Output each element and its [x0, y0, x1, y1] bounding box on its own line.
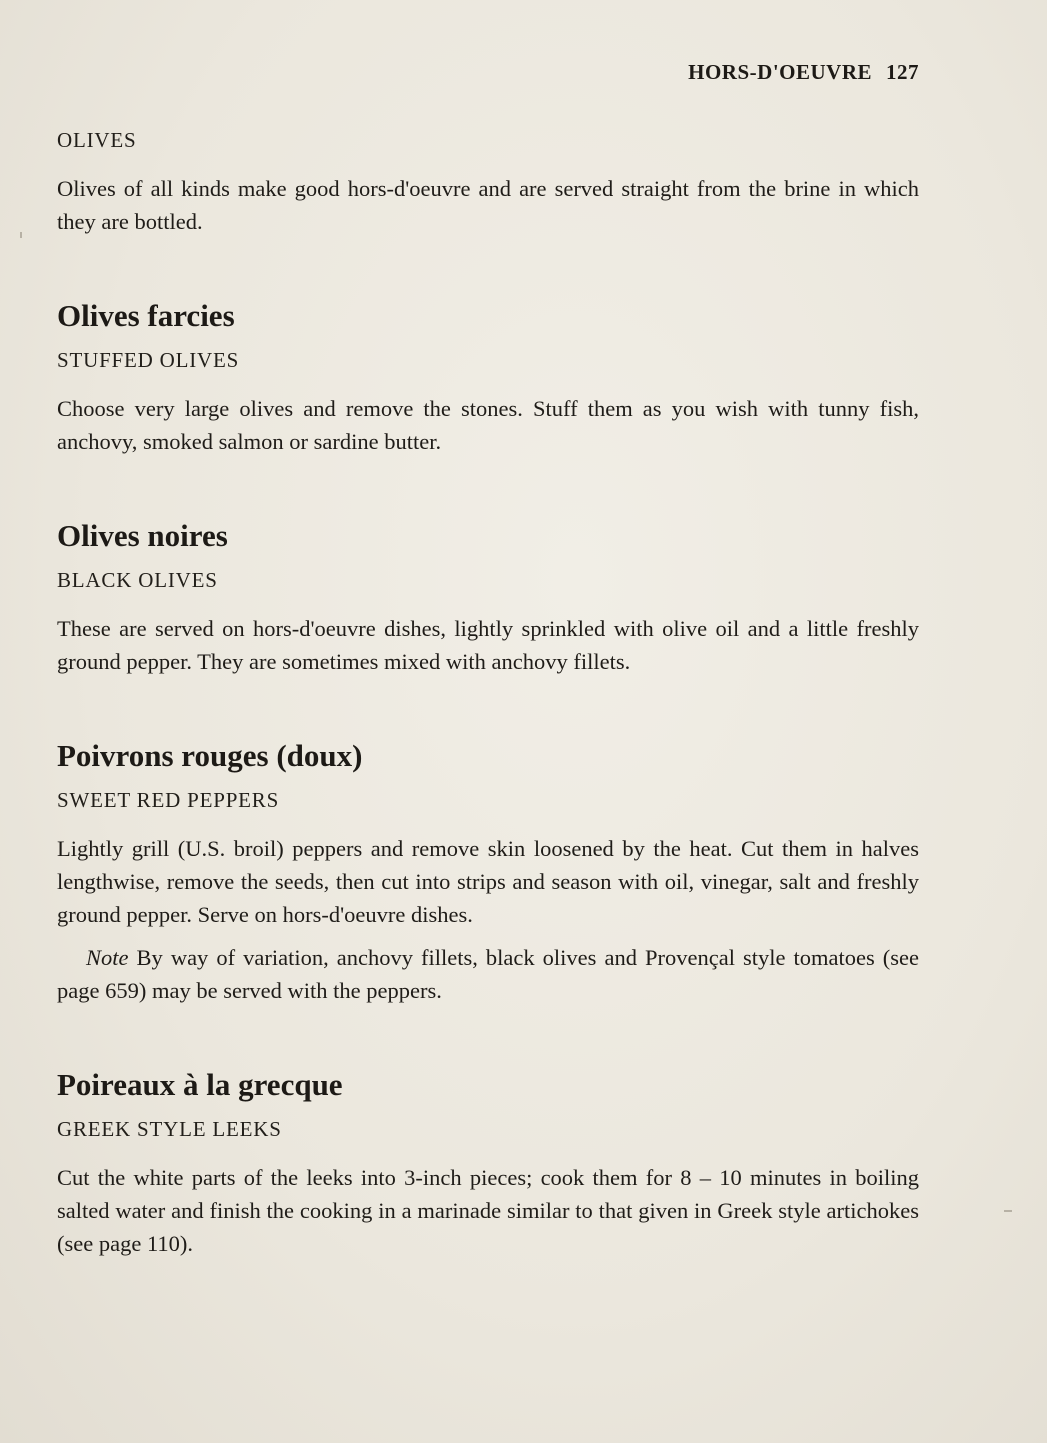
note-text: By way of variation, anchovy fillets, black olives and Provençal style tomatoes (see page 659) may be served with the peppers. [57, 945, 919, 1003]
section-heading: HORS-D'OEUVRE [688, 60, 872, 84]
entry-subtitle: STUFFED OLIVES [57, 348, 240, 372]
entry-olives-farcies [57, 298, 919, 458]
entry-subtitle: GREEK STYLE LEEKS [57, 1117, 282, 1141]
entry-subtitle: OLIVES [57, 128, 137, 152]
entry-poivrons-rouges [57, 738, 919, 1007]
margin-mark-right [1004, 1210, 1012, 1212]
entry-body: Olives of all kinds make good hors-d'oeuvre and are served straight from the brine in which they are bottled. [57, 176, 919, 234]
entry-title: Olives farcies [57, 298, 235, 333]
entry-poireaux-grecque [57, 1067, 919, 1260]
entry-olives [57, 128, 919, 238]
entry-note [57, 941, 919, 1007]
entry-title: Poireaux à la grecque [57, 1067, 343, 1102]
running-head [688, 60, 919, 85]
entry-body: Cut the white parts of the leeks into 3-inch pieces; cook them for 8 – 10 minutes in boiling salted water and finish the cooking in a marinade similar to that given in Greek style artichokes (see page 110). [57, 1165, 919, 1256]
page-content [57, 128, 919, 1260]
page-number: 127 [886, 60, 919, 84]
entry-body: Choose very large olives and remove the stones. Stuff them as you wish with tunny fish, anchovy, smoked salmon or sardine butter. [57, 396, 919, 454]
entry-title: Olives noires [57, 518, 228, 553]
note-label: Note [86, 945, 129, 970]
entry-title: Poivrons rouges (doux) [57, 738, 363, 773]
margin-mark [20, 232, 22, 238]
entry-body: These are served on hors-d'oeuvre dishes, lightly sprinkled with olive oil and a little freshly ground pepper. They are sometimes mixed with anchovy fillets. [57, 616, 919, 674]
entry-subtitle: SWEET RED PEPPERS [57, 788, 280, 812]
entry-subtitle: BLACK OLIVES [57, 568, 218, 592]
entry-olives-noires [57, 518, 919, 678]
entry-body: Lightly grill (U.S. broil) peppers and remove skin loosened by the heat. Cut them in halves lengthwise, remove the seeds, then cut into strips and season with oil, vinegar, salt and freshly ground pepper. Serve on hors-d'oeuvre dishes. [57, 836, 919, 927]
